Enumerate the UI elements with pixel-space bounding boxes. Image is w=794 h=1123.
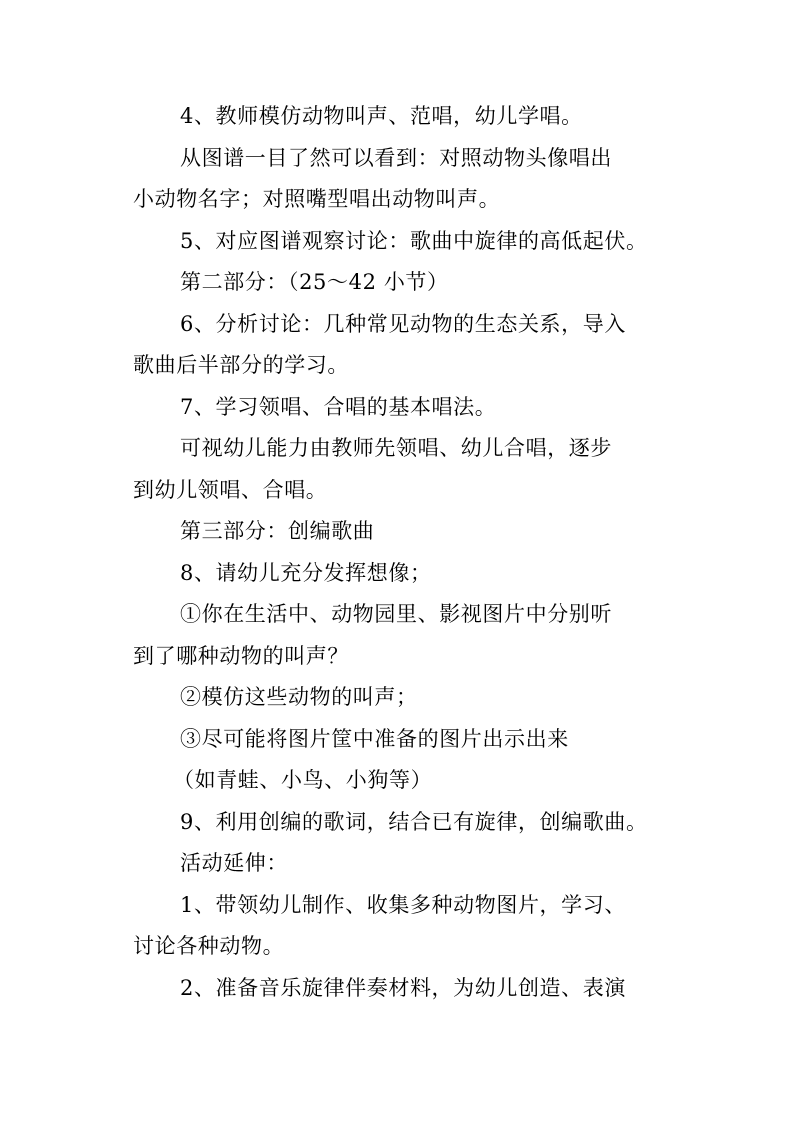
section-heading: 活动延伸： [180,851,288,875]
text-line: 到了哪种动物的叫声？ [133,643,349,668]
text-line: 9、利用创编的歌词，结合已有旋律，创编歌曲。 [180,809,648,834]
text-line: 从图谱一目了然可以看到：对照动物头像唱出 [180,145,612,170]
section-heading: 第二部分：（25～42 小节） [180,270,449,294]
text-line: 4、教师模仿动物叫声、范唱，幼儿学唱。 [180,104,583,128]
text-line: 到幼儿领唱、合唱。 [133,477,328,502]
text-line: 小动物名字；对照嘴型唱出动物叫声。 [133,187,501,211]
text-line: 讨论各种动物。 [133,934,285,958]
text-line: 歌曲后半部分的学习。 [133,353,349,377]
text-line: 2、准备音乐旋律伴奏材料，为幼儿创造、表演 [180,975,626,1000]
text-line: 1、带领幼儿制作、收集多种动物图片，学习、 [180,892,626,917]
text-line: ③尽可能将图片筐中准备的图片出示出来 [180,726,569,751]
text-line: 可视幼儿能力由教师先领唱、幼儿合唱，逐步 [180,436,612,460]
text-line: ②模仿这些动物的叫声； [180,685,418,709]
text-line: 6、分析讨论：几种常见动物的生态关系，导入 [180,311,626,336]
section-heading: 第三部分：创编歌曲 [180,519,375,543]
text-line: ①你在生活中、动物园里、影视图片中分别听 [180,602,612,626]
text-line: （如青蛙、小鸟、小狗等） [173,768,433,792]
document-body [133,96,673,1009]
text-line: 7、学习领唱、合唱的基本唱法。 [180,394,497,419]
text-line: 8、请幼儿充分发挥想像； [180,560,432,585]
text-line: 5、对应图谱观察讨论：歌曲中旋律的高低起伏。 [180,228,648,253]
